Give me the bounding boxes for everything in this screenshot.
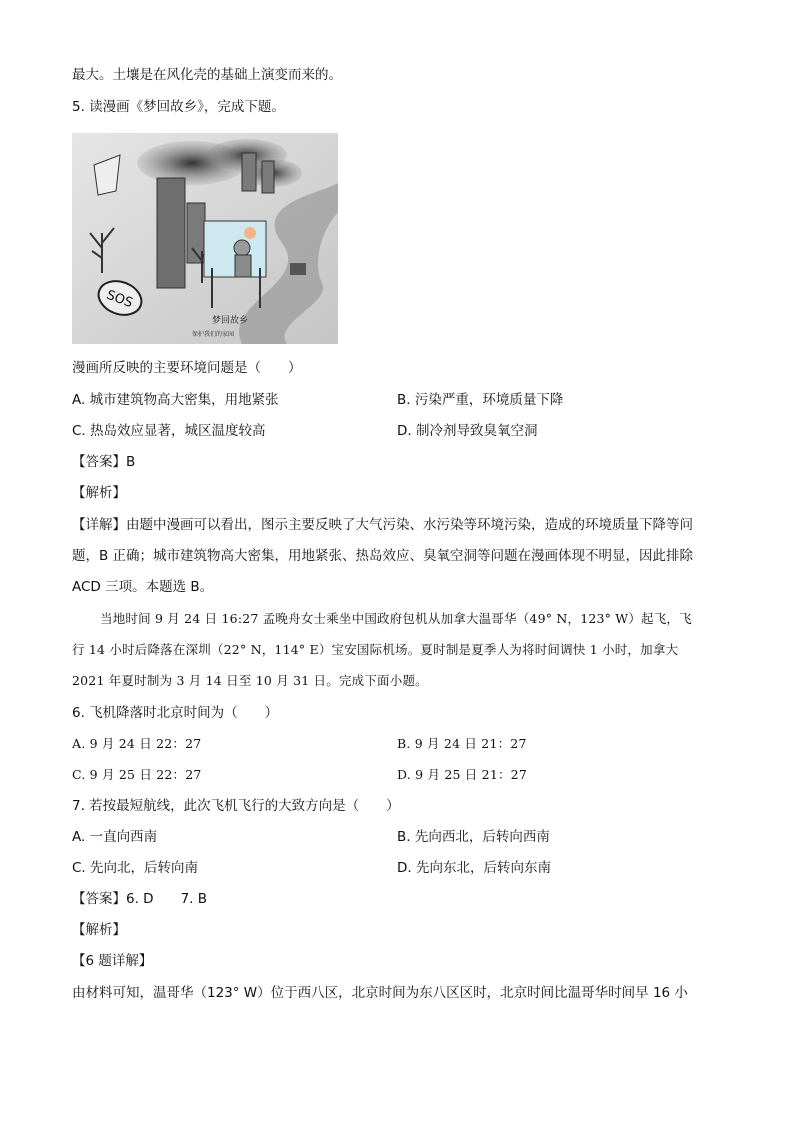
child-head — [234, 240, 250, 256]
question-6-stem: 6. 飞机降落时北京时间为（ ） — [72, 705, 279, 721]
q7-option-a: A. 一直向西南 — [72, 829, 158, 845]
q7-option-b: B. 先向西北，后转向西南 — [397, 829, 550, 845]
chimney — [262, 161, 274, 193]
q5-option-d: D. 制冷剂导致臭氧空洞 — [397, 423, 538, 439]
cartoon-caption-title: 梦回故乡 — [212, 316, 249, 326]
question-5-stem: 5. 读漫画《梦回故乡》，完成下题。 — [72, 99, 285, 115]
sos-text: SOS — [104, 287, 135, 312]
material-line-1: 当地时间 9 月 24 日 16:27 孟晚舟女士乘坐中国政府包机从加拿大温哥华（49° N，123° W）起飞，飞 — [100, 611, 692, 626]
q5-option-c: C. 热岛效应显著，城区温度较高 — [72, 423, 266, 439]
q6-option-d: D. 9 月 25 日 21：27 — [397, 767, 527, 782]
tree-stump — [290, 263, 306, 275]
q6-detail-line-1: 由材料可知，温哥华（123° W）位于西八区，北京时间为东八区区时，北京时间比温哥华时间早 16 小 — [72, 985, 688, 1001]
q6-option-a: A. 9 月 24 日 22：27 — [72, 736, 202, 751]
cartoon-illustration — [72, 133, 338, 344]
chimney — [242, 153, 256, 191]
sun-in-painting — [244, 227, 256, 239]
q6-detail-heading: 【6 题详解】 — [72, 953, 153, 969]
question-5-prompt: 漫画所反映的主要环境问题是（ ） — [72, 360, 302, 376]
q6-option-c: C. 9 月 25 日 22：27 — [72, 767, 202, 782]
q5-detail-line-3: ACD 三项。本题选 B。 — [72, 579, 214, 595]
material-line-2: 行 14 小时后降落在深圳（22° N，114° E）宝安国际机场。夏时制是夏季人为将时间调快 1 小时，加拿大 — [72, 642, 679, 657]
chimney — [157, 178, 185, 288]
q5-option-a: A. 城市建筑物高大密集，用地紧张 — [72, 392, 279, 408]
q6-option-b: B. 9 月 24 日 21：27 — [397, 736, 527, 751]
q7-option-c: C. 先向北，后转向南 — [72, 860, 199, 876]
q5-detail-line-1: 【详解】由题中漫画可以看出，图示主要反映了大气污染、水污染等环境污染，造成的环境质量下降等问 — [72, 517, 693, 533]
q6-q7-analysis-label: 【解析】 — [72, 922, 126, 938]
continuation-text: 最大。土壤是在风化壳的基础上演变而来的。 — [72, 67, 342, 83]
q5-detail-line-2: 题，B 正确；城市建筑物高大密集，用地紧张、热岛效应、臭氧空洞等问题在漫画体现不明显，因此排除 — [72, 548, 694, 564]
cartoon-caption-sub: 保护我们的家园 — [192, 331, 235, 338]
q5-answer: 【答案】B — [72, 454, 136, 470]
material-line-3: 2021 年夏时制为 3 月 14 日至 10 月 31 日。完成下面小题。 — [72, 673, 428, 688]
question-7-stem: 7. 若按最短航线，此次飞机飞行的大致方向是（ ） — [72, 798, 400, 814]
q7-option-d: D. 先向东北，后转向东南 — [397, 860, 551, 876]
q6-q7-answer: 【答案】6. D 7. B — [72, 891, 207, 907]
q5-analysis-label: 【解析】 — [72, 485, 126, 501]
q5-option-b: B. 污染严重，环境质量下降 — [397, 392, 564, 408]
child-body — [235, 255, 251, 277]
